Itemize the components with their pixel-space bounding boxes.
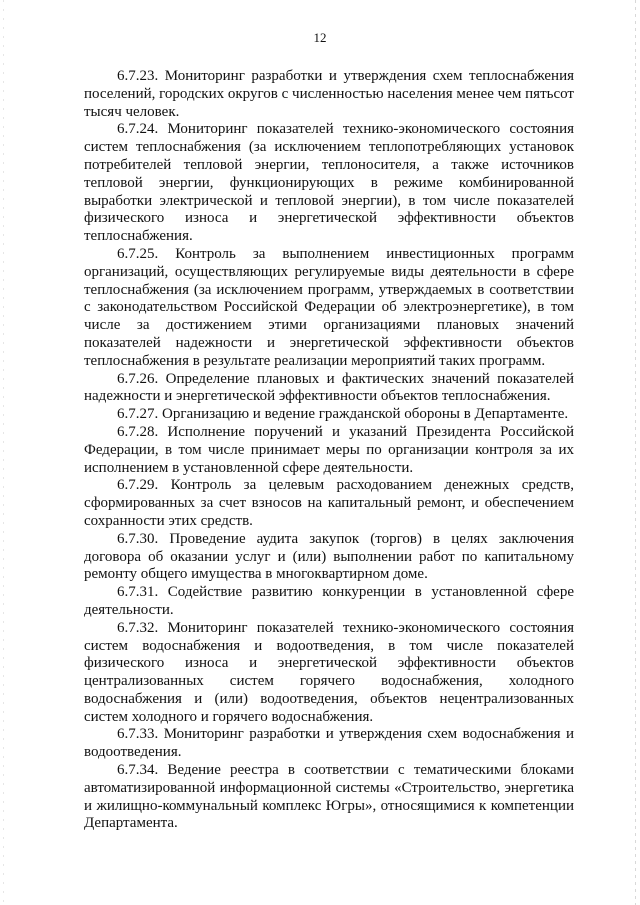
paragraph-6-7-26: 6.7.26. Определение плановых и фактических значений показателей надежности и энергетической эффективности объектов теплоснабжения. xyxy=(84,370,574,405)
paragraph-6-7-30: 6.7.30. Проведение аудита закупок (торгов) в целях заключения договора об оказании услуг и (или) выполнении работ по капитальному ремонту общего имущества в многоквартирном доме. xyxy=(84,530,574,583)
paragraph-6-7-28: 6.7.28. Исполнение поручений и указаний Президента Российской Федерации, в том числе принимает меры по организации контроля за их исполнением в установленной сфере деятельности. xyxy=(84,423,574,476)
paragraph-6-7-34: 6.7.34. Ведение реестра в соответствии с тематическими блоками автоматизированной информационной системы «Строительство, энергетика и жилищно-коммунальный комплекс Югры», относящимися к компетенции Департамента. xyxy=(84,762,574,832)
paragraph-6-7-29: 6.7.29. Контроль за целевым расходованием денежных средств, сформированных за счет взносов на капитальный ремонт, и обеспечением сохранности этих средств. xyxy=(84,477,574,529)
paragraph-6-7-24: 6.7.24. Мониторинг показателей технико-экономического состояния систем теплоснабжения (за исключением теплопотребляющих установок потребителей тепловой энергии, теплоносителя, а также источников тепловой энергии, функционирующих в режиме комбинированной выработки электрической и тепловой энергии), в том числе показателей физического износа и энергетической эффективности объектов теплоснабжения. xyxy=(84,121,574,245)
paragraph-6-7-25: 6.7.25. Контроль за выполнением инвестиционных программ организаций, осуществляющих регулируемые виды деятельности в сфере теплоснабжения (за исключением программ, утверждаемых в соответствии с законодательством Российской Федерации об электроэнергетике), в том числе за достижением этими организациями плановых значений показателей надежности и энергетической эффективности объектов теплоснабжения в результате реализации мероприятий таких программ. xyxy=(84,245,574,369)
paragraph-6-7-33: 6.7.33. Мониторинг разработки и утверждения схем водоснабжения и водоотведения. xyxy=(84,726,574,761)
page-number: 12 xyxy=(313,30,327,45)
paragraph-6-7-31: 6.7.31. Содействие развитию конкуренции в установленной сфере деятельности. xyxy=(84,584,574,618)
paragraph-6-7-32: 6.7.32. Мониторинг показателей технико-экономического состояния систем водоснабжения и водоотведения, в том числе показателей физического износа и энергетической эффективности объектов централизованных систем горячего водоснабжения, холодного водоснабжения и (или) водоотведения, объектов нецентрализованных систем холодного и горячего водоснабжения. xyxy=(84,619,574,725)
paragraph-6-7-23: 6.7.23. Мониторинг разработки и утверждения схем теплоснабжения поселений, городских округов с численностью населения менее чем пятьсот тысяч человек. xyxy=(84,68,574,120)
scan-edge-right xyxy=(635,0,636,905)
paragraph-6-7-27: 6.7.27. Организацию и ведение гражданской обороны в Департаменте. xyxy=(117,406,569,423)
scan-edge-left xyxy=(3,0,4,905)
document-body xyxy=(84,68,574,833)
